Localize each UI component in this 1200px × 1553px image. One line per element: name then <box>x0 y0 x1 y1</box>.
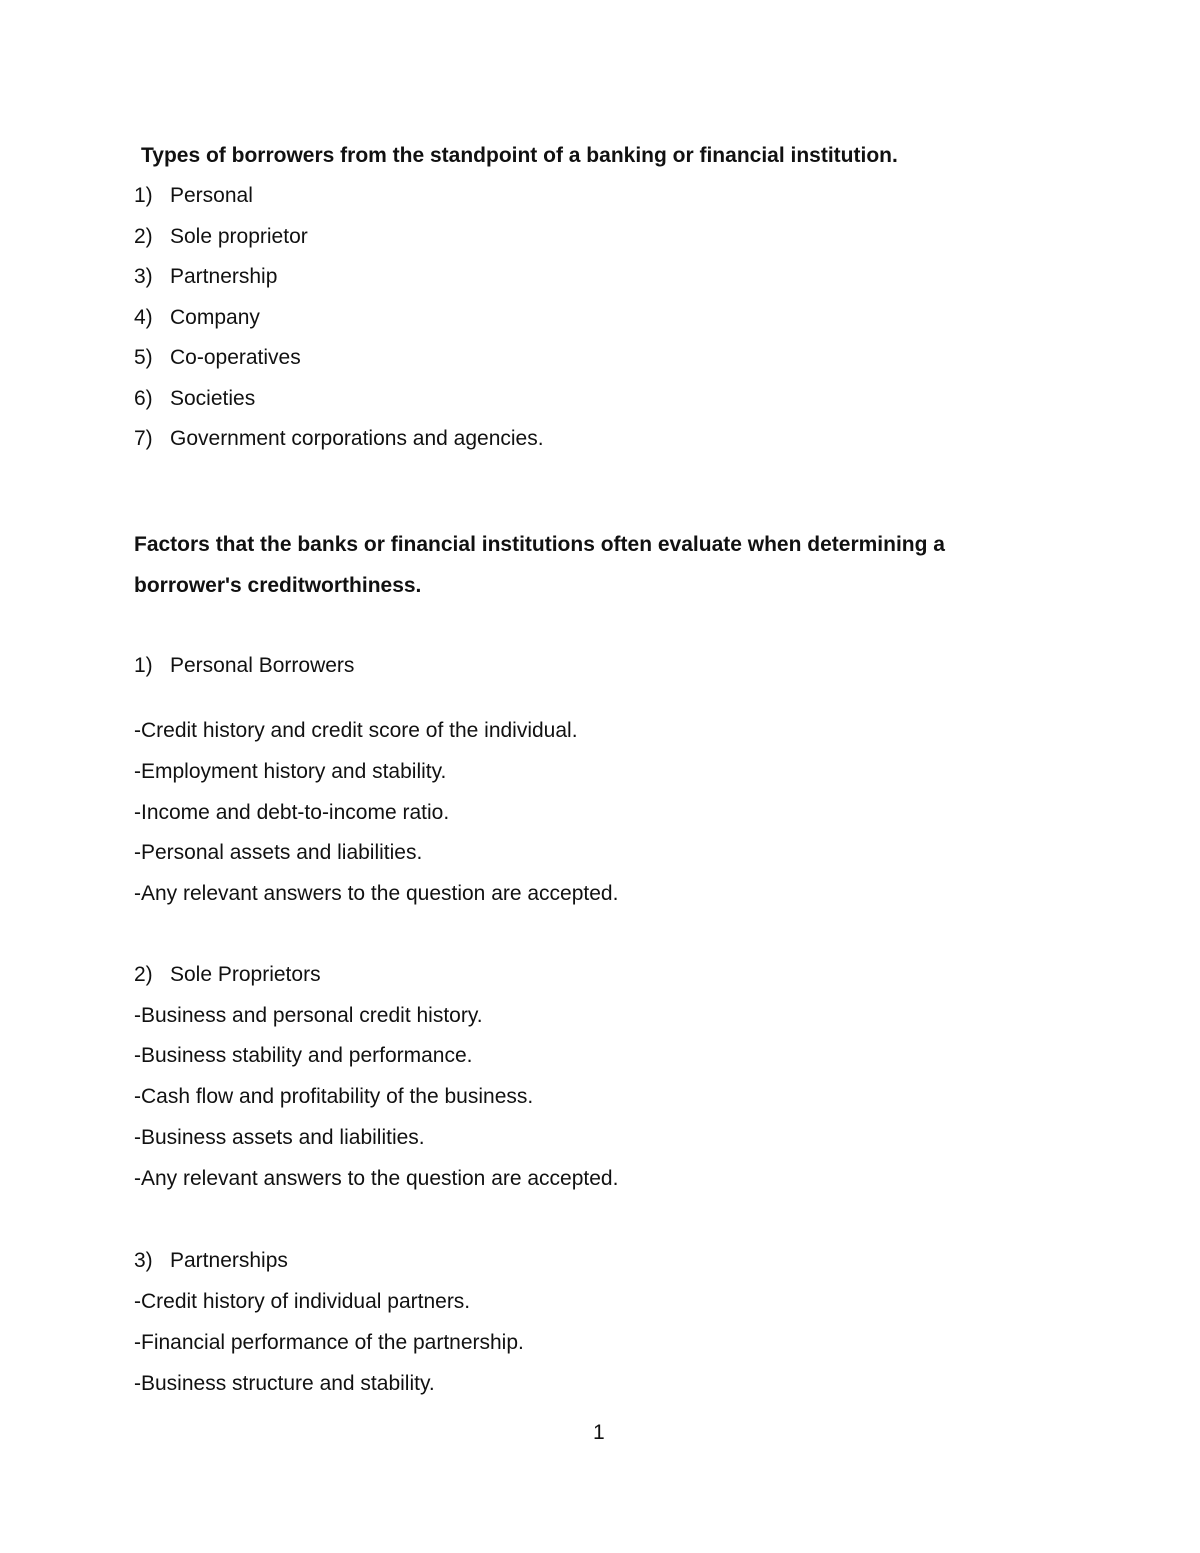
factor-item: -Business and personal credit history. <box>134 1004 483 1027</box>
heading-creditworthiness-line1: Factors that the banks or financial institutions often evaluate when determining a <box>134 533 945 556</box>
factor-item: -Any relevant answers to the question are accepted. <box>134 1167 619 1190</box>
factor-item: -Credit history of individual partners. <box>134 1290 471 1313</box>
list-item: 3) Partnership <box>134 265 278 288</box>
factor-item: -Credit history and credit score of the individual. <box>134 719 578 742</box>
factor-item: -Business stability and performance. <box>134 1044 473 1067</box>
factor-item: -Employment history and stability. <box>134 760 447 783</box>
section-title: 2) Sole Proprietors <box>134 963 321 986</box>
list-item: 6) Societies <box>134 387 256 410</box>
factor-item: -Any relevant answers to the question are accepted. <box>134 882 619 905</box>
list-item: 7) Government corporations and agencies. <box>134 427 544 450</box>
factor-item: -Business structure and stability. <box>134 1372 435 1395</box>
list-item: 1) Personal <box>134 184 253 207</box>
heading-creditworthiness-line2: borrower's creditworthiness. <box>134 574 422 597</box>
factor-item: -Income and debt-to-income ratio. <box>134 801 450 824</box>
list-item: 2) Sole proprietor <box>134 225 308 248</box>
factor-item: -Business assets and liabilities. <box>134 1126 425 1149</box>
factor-item: -Personal assets and liabilities. <box>134 841 423 864</box>
section-title: 3) Partnerships <box>134 1249 288 1272</box>
heading-borrower-types: Types of borrowers from the standpoint of a banking or financial institution. <box>141 144 898 167</box>
factor-item: -Cash flow and profitability of the business. <box>134 1085 534 1108</box>
page-number: 1 <box>593 1421 605 1444</box>
list-item: 5) Co-operatives <box>134 346 301 369</box>
list-item: 4) Company <box>134 306 260 329</box>
factor-item: -Financial performance of the partnership. <box>134 1331 524 1354</box>
section-title: 1) Personal Borrowers <box>134 654 355 677</box>
